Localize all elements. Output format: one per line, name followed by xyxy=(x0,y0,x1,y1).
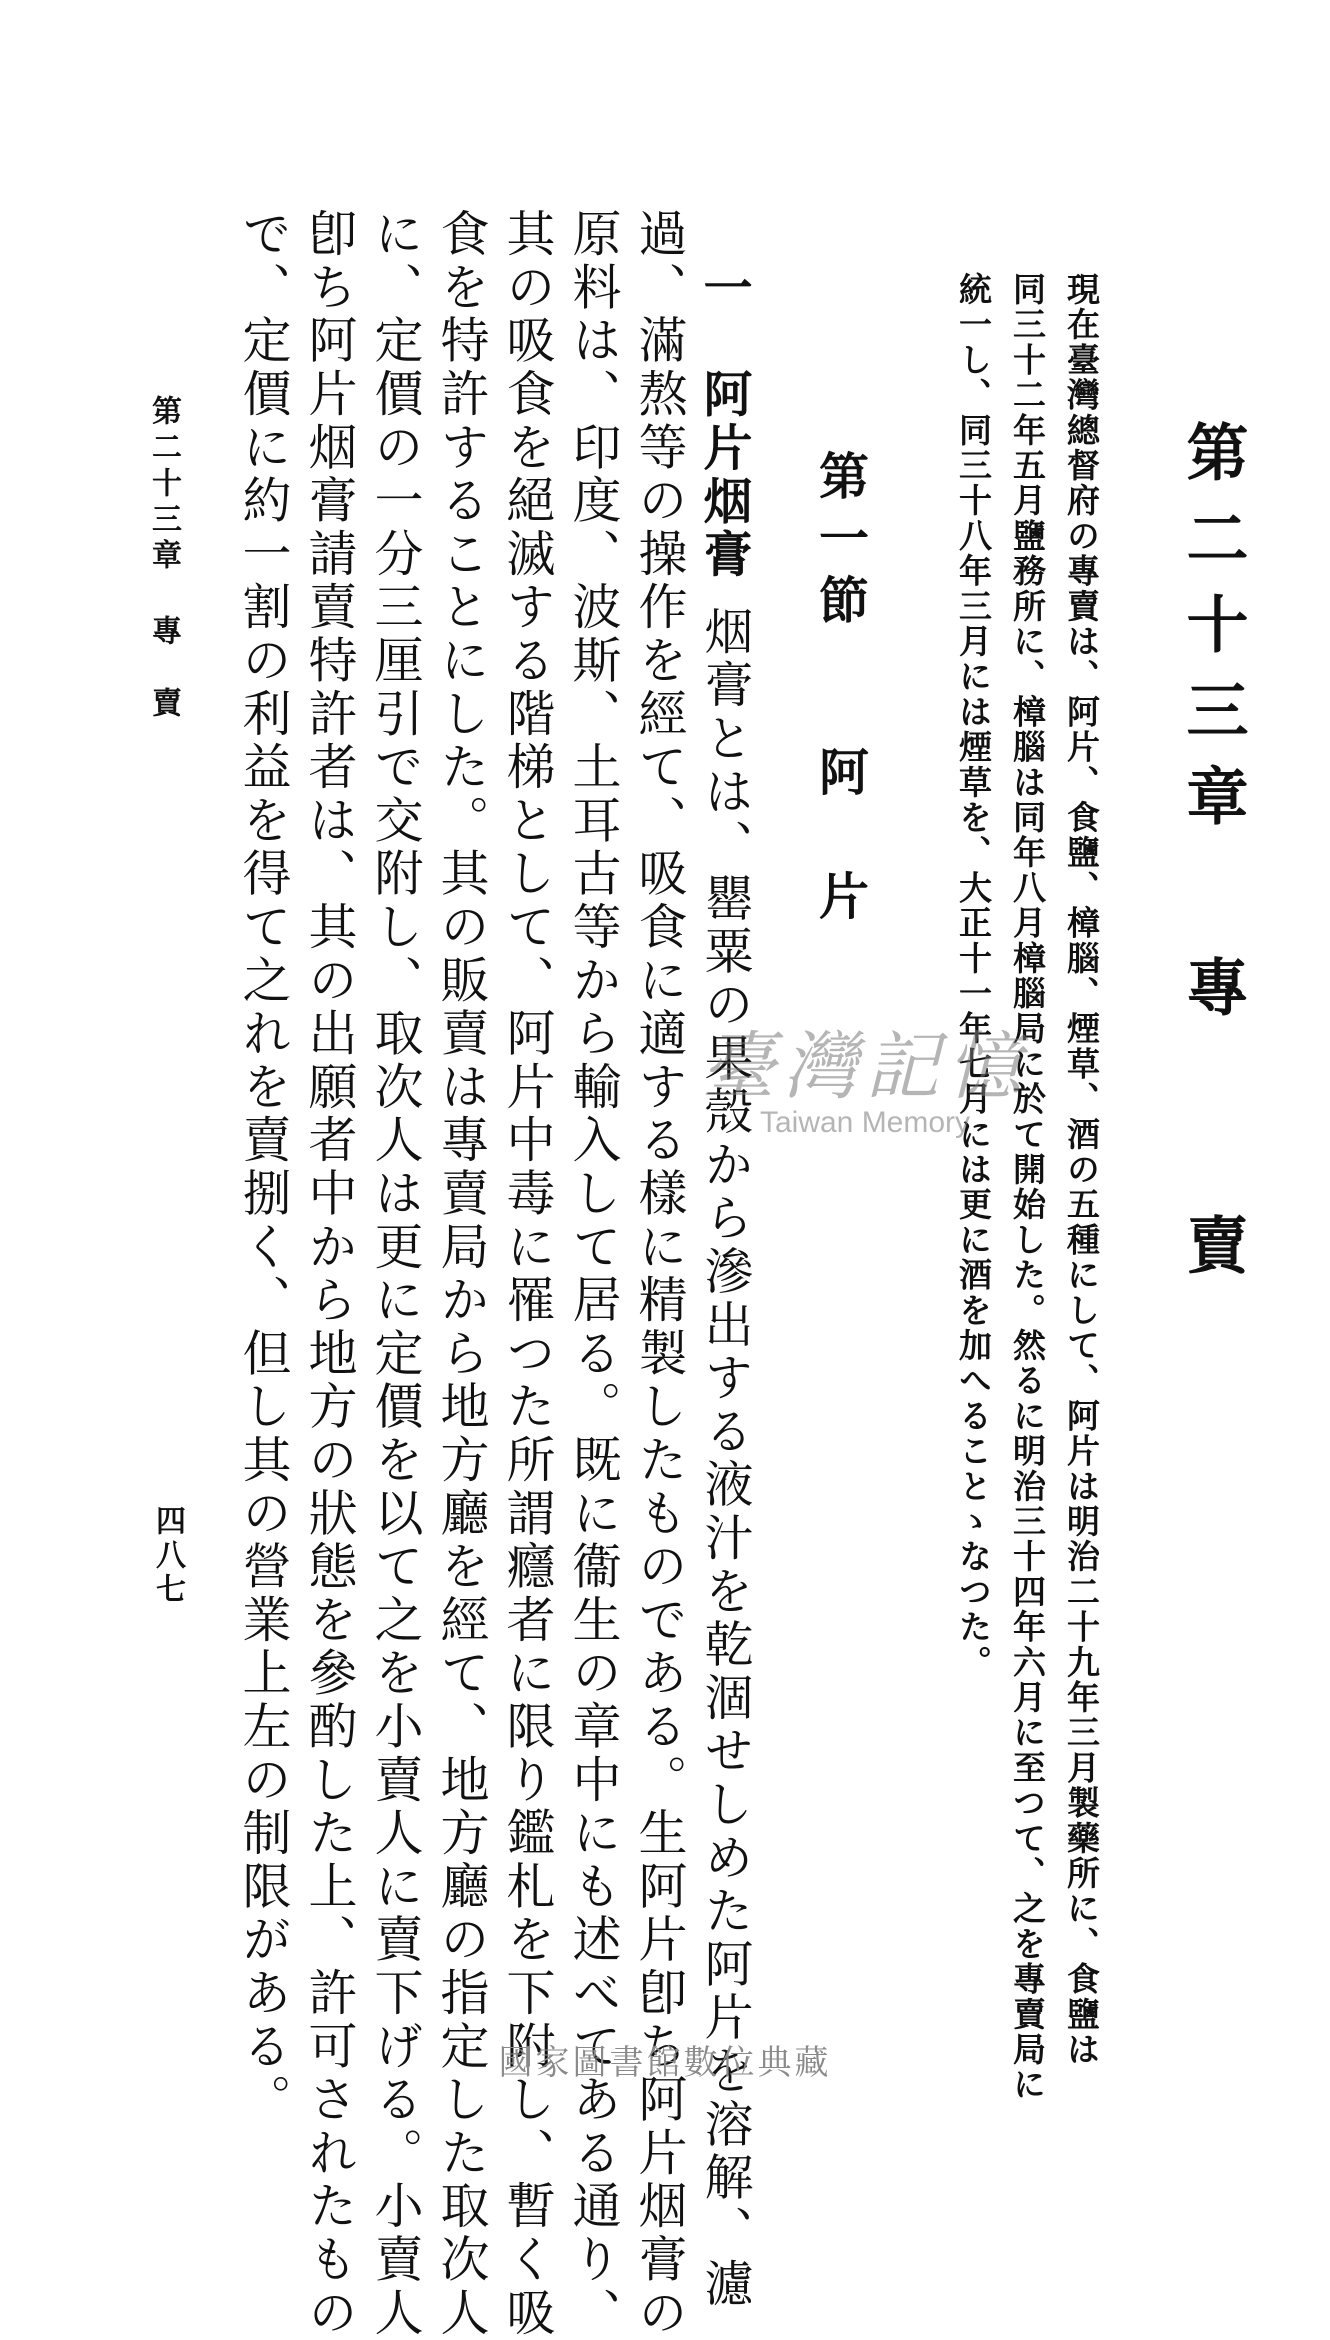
body-line-6: に、定價の一分三厘引で交附し、取次人は更に定價を以て之を小賣人に賣下げる。小賣人 xyxy=(367,208,424,2340)
taiwan-memory-watermark xyxy=(625,1024,1105,1140)
item-text-first: 烟膏とは、罌粟の果殼から滲出する液汁を乾涸せしめた阿片を溶解、濾 xyxy=(697,605,754,2312)
section-number: 第一節 xyxy=(811,450,870,636)
running-subject: 專 賣 xyxy=(146,615,181,723)
running-title: 第二十三章 xyxy=(146,395,181,575)
body-line-5: 食を特許することにした。其の販賣は專賣局から地方廳を經て、地方廳の指定した取次人 xyxy=(433,208,490,2340)
body-line-1 xyxy=(696,262,754,2312)
body-line-2: 過、滿熬等の操作を經て、吸食に適する樣に精製したものである。生阿片卽ち阿片烟膏の xyxy=(631,208,688,2340)
item-heading: 一 阿片烟膏 xyxy=(696,262,754,582)
body-line-8: で、定價に約一割の利益を得て之れを賣捌く、但し其の營業上左の制限がある。 xyxy=(235,208,292,2127)
chapter-heading xyxy=(1165,420,1249,1299)
intro-line-1: 現在臺灣總督府の專賣は、阿片、食鹽、樟腦、煙草、酒の五種にして、阿片は明治二十九年三月製藥所に、食鹽は xyxy=(1062,272,1101,2068)
body-line-7: 卽ち阿片烟膏請賣特許者は、其の出願者中から地方の狀態を參酌した上、許可されたもの xyxy=(301,208,358,2340)
running-footer xyxy=(146,395,181,723)
section-heading xyxy=(811,450,870,932)
watermark-main-text: 臺灣記憶 xyxy=(701,1024,1029,1110)
chapter-subject: 專 賣 xyxy=(1176,955,1249,1299)
library-credit: 國家圖書館數位典藏 xyxy=(498,2043,832,2083)
body-line-3: 原料は、印度、波斯、土耳古等から輸入して居る。既に衞生の章中にも述べてある通り、 xyxy=(565,208,622,2340)
body-line-4: 其の吸食を絕滅する階梯として、阿片中毒に罹つた所謂癮者に限り鑑札を下附し、暫く吸 xyxy=(499,208,556,2340)
intro-line-3: 統一し、同三十八年三月には煙草を、大正十一年七月には更に酒を加へることゝなつた。 xyxy=(954,272,993,1680)
watermark-sub-text: Taiwan Memory xyxy=(759,1106,971,1139)
section-name: 阿 片 xyxy=(811,746,870,932)
intro-line-2: 同三十二年五月鹽務所に、樟腦は同年八月樟腦局に於て開始した。然るに明治三十四年六月に至つて、之を專賣局に xyxy=(1008,272,1047,2103)
page-number: 四八七 xyxy=(150,1505,185,1607)
chapter-number: 第二十三章 xyxy=(1176,420,1249,850)
